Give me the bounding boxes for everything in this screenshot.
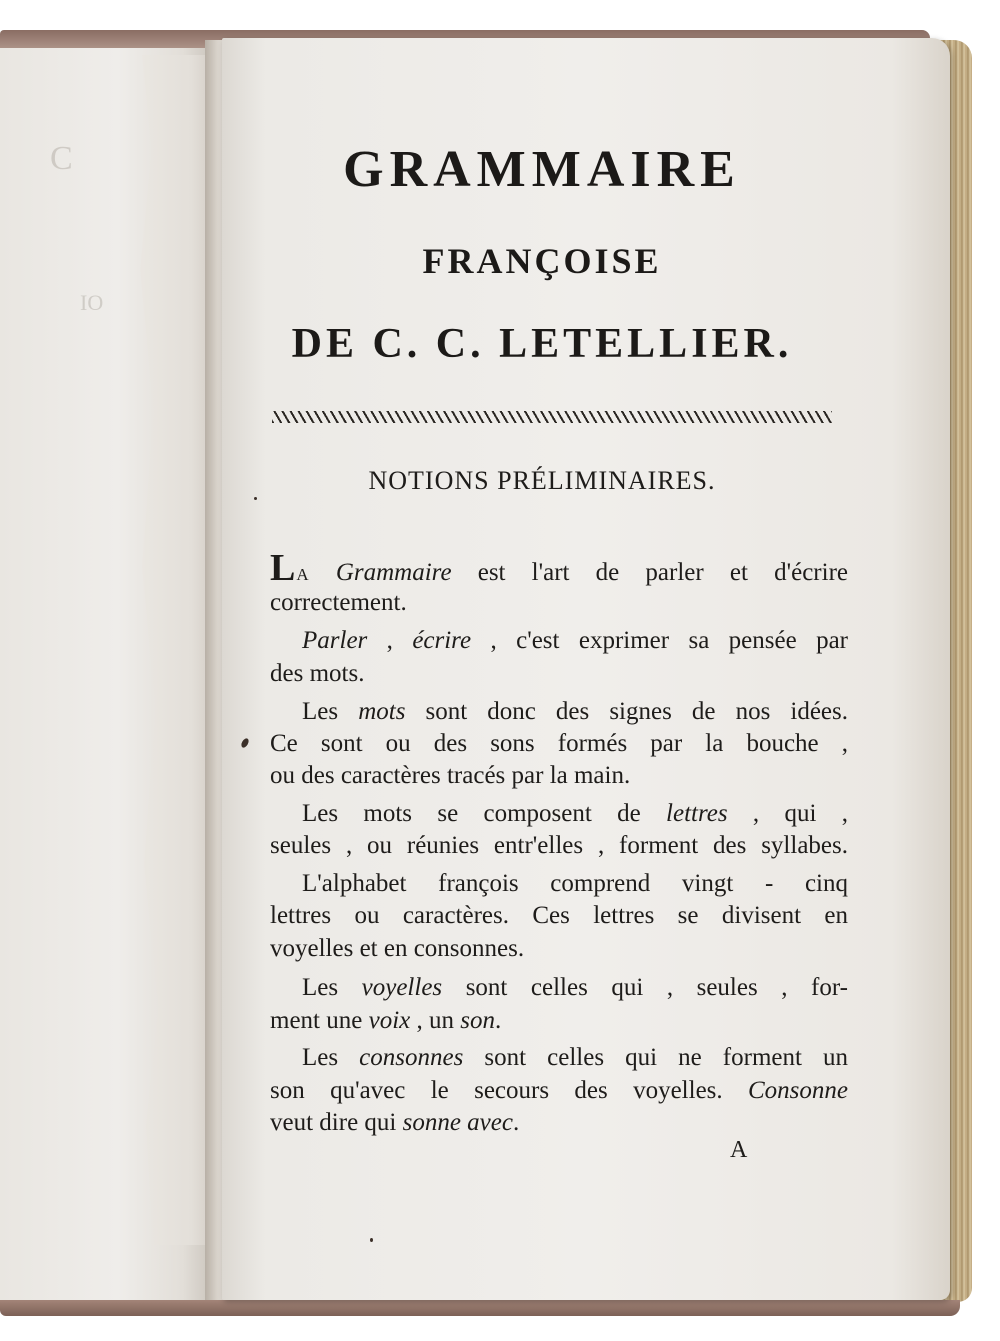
drop-cap: L — [270, 547, 297, 589]
text-line: Les mots se composent de lettres , qui , — [302, 800, 849, 827]
signature-mark: A — [730, 1137, 748, 1163]
section-heading: NOTIONS PRÉLIMINAIRES. — [368, 466, 716, 495]
show-through-mark: C — [50, 140, 73, 177]
text-line: ment une voix , un son. — [270, 1007, 502, 1034]
text-line: lettres ou caractères. Ces lettres se divisent en — [270, 902, 848, 929]
text-line: Les voyelles sont celles qui , seules , for- — [302, 974, 848, 1001]
ornamental-divider — [272, 411, 832, 423]
title-line-3: DE C. C. LETELLIER. — [291, 321, 793, 367]
text-line: Ce sont ou des sons formés par la bouche , — [270, 730, 848, 757]
text-line: ou des caractères tracés par la main. — [270, 762, 631, 789]
text-line: voyelles et en consonnes. — [270, 935, 525, 962]
title-line-1: GRAMMAIRE — [343, 141, 741, 198]
paper-speck — [254, 497, 257, 500]
text-line: des mots. — [270, 660, 365, 687]
text-line: LA Grammaire est l'art de parler et d'écrire — [270, 547, 848, 589]
text-line: Parler , écrire , c'est exprimer sa pensée par — [302, 627, 849, 654]
book-cover-bottom-edge — [0, 1300, 960, 1316]
text-line: Les mots sont donc des signes de nos idées. — [302, 698, 848, 725]
text-line: correctement. — [270, 589, 407, 616]
paper-speck — [370, 1238, 373, 1242]
text-line: son qu'avec le secours des voyelles. Consonne — [270, 1077, 848, 1104]
title-line-2: FRANÇOISE — [422, 241, 662, 281]
text-line: veut dire qui sonne avec. — [270, 1109, 520, 1136]
show-through-mark: IO — [80, 290, 104, 315]
text-line: L'alphabet françois comprend vingt - cinq — [302, 870, 848, 897]
text-line: seules , ou réunies entr'elles , forment des syllabes. — [270, 832, 848, 859]
text-line: Les consonnes sont celles qui ne forment un — [302, 1044, 848, 1071]
